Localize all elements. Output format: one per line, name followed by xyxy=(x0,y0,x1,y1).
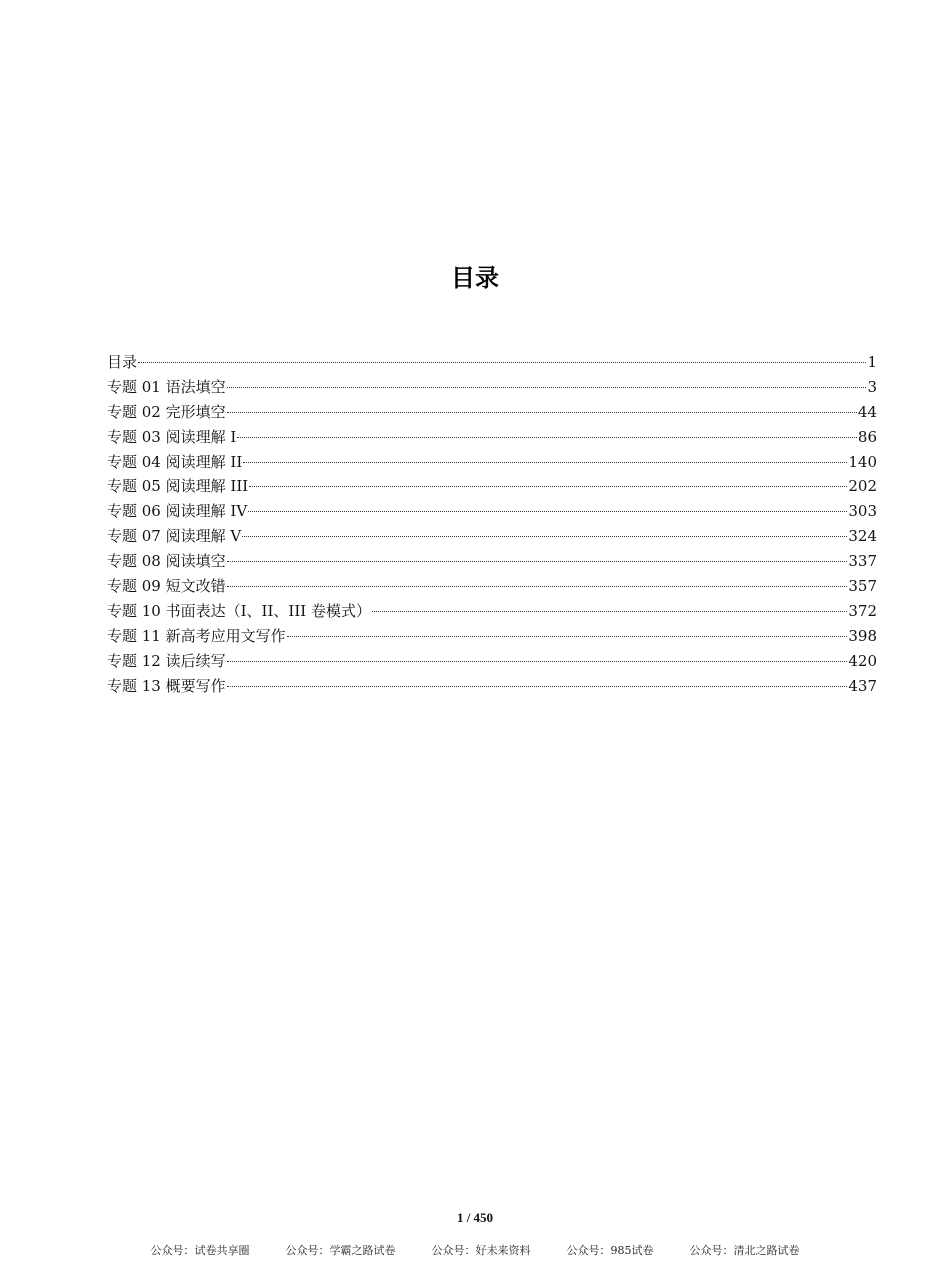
toc-entry-page: 437 xyxy=(848,676,877,695)
toc-entry-page: 86 xyxy=(857,427,877,446)
toc-entry-label: 专题 10 书面表达（I、II、III 卷模式） xyxy=(107,601,371,620)
toc-entry-page: 202 xyxy=(848,477,877,496)
toc-entry[interactable] xyxy=(107,524,877,549)
toc-entry[interactable] xyxy=(107,425,877,450)
footer-account: 公众号：985试卷 xyxy=(566,1244,654,1257)
toc-leader-dots xyxy=(227,586,848,587)
toc-entry-page: 398 xyxy=(848,626,877,645)
toc-entry-page: 324 xyxy=(848,527,877,546)
toc-entry-label: 专题 05 阅读理解 III xyxy=(107,477,249,496)
toc-entry-label: 专题 09 短文改错 xyxy=(107,577,226,596)
toc-leader-dots xyxy=(227,387,867,388)
toc-entry[interactable] xyxy=(107,649,877,674)
footer-account: 公众号：清北之路试卷 xyxy=(689,1244,800,1257)
toc-entry-page: 44 xyxy=(857,402,877,421)
toc-leader-dots xyxy=(227,686,848,687)
toc-leader-dots xyxy=(227,661,848,662)
toc-entry-label: 专题 06 阅读理解 IV xyxy=(107,502,248,521)
page-number: 1 / 450 xyxy=(456,1210,494,1225)
footer-account: 公众号：好未来资料 xyxy=(431,1244,531,1257)
toc-entry[interactable] xyxy=(107,599,877,624)
toc-leader-dots xyxy=(237,437,857,438)
footer xyxy=(0,1241,950,1261)
toc-entry[interactable] xyxy=(107,400,877,425)
toc-entry-page: 357 xyxy=(848,577,877,596)
toc-entry-page: 420 xyxy=(848,651,877,670)
toc-entry-label: 专题 02 完形填空 xyxy=(107,402,226,421)
toc-entry[interactable] xyxy=(107,375,877,400)
toc-entry[interactable] xyxy=(107,574,877,599)
toc-entry-label: 专题 12 读后续写 xyxy=(107,651,226,670)
toc-leader-dots xyxy=(242,536,847,537)
toc-leader-dots xyxy=(372,611,847,612)
toc-entry-page: 372 xyxy=(848,601,877,620)
toc-leader-dots xyxy=(227,412,857,413)
toc-entry-page: 3 xyxy=(867,377,877,396)
footer-account: 公众号：学霸之路试卷 xyxy=(285,1244,396,1257)
toc-entry-label: 专题 13 概要写作 xyxy=(107,676,226,695)
toc-leader-dots xyxy=(248,511,847,512)
toc-leader-dots xyxy=(227,561,848,562)
toc-entry-label: 专题 11 新高考应用文写作 xyxy=(107,626,286,645)
toc-leader-dots xyxy=(243,462,847,463)
toc-entry-label: 专题 04 阅读理解 II xyxy=(107,452,243,471)
table-of-contents xyxy=(107,350,877,698)
page-title: 目录 xyxy=(451,264,499,292)
toc-entry-label: 专题 07 阅读理解 V xyxy=(107,527,242,546)
toc-entry-label: 专题 08 阅读填空 xyxy=(107,552,226,571)
toc-entry-label: 专题 01 语法填空 xyxy=(107,377,226,396)
toc-entry-page: 140 xyxy=(848,452,877,471)
toc-entry[interactable] xyxy=(107,450,877,475)
toc-entry-page: 303 xyxy=(848,502,877,521)
toc-entry[interactable] xyxy=(107,674,877,699)
toc-leader-dots xyxy=(249,486,847,487)
toc-leader-dots xyxy=(138,362,866,363)
toc-leader-dots xyxy=(287,636,848,637)
toc-entry-label: 专题 03 阅读理解 I xyxy=(107,427,237,446)
toc-entry[interactable] xyxy=(107,474,877,499)
footer-account: 公众号：试卷共享圈 xyxy=(150,1244,250,1257)
toc-entry[interactable] xyxy=(107,499,877,524)
toc-entry[interactable] xyxy=(107,350,877,375)
toc-entry-page: 1 xyxy=(867,353,877,371)
toc-entry[interactable] xyxy=(107,549,877,574)
toc-entry-page: 337 xyxy=(848,552,877,571)
toc-entry[interactable] xyxy=(107,624,877,649)
toc-entry-label: 目录 xyxy=(107,353,138,371)
